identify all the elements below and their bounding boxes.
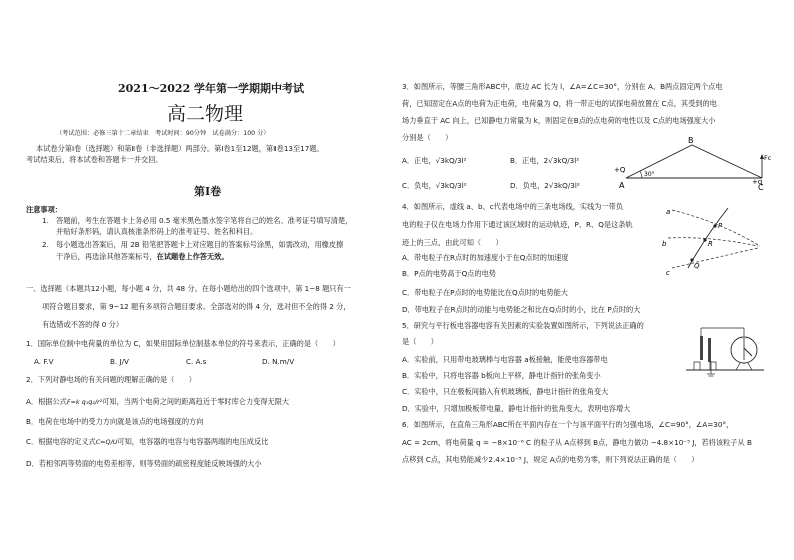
label-C: C (758, 183, 764, 192)
label-P: P (718, 222, 723, 230)
intro-line-1: 本试卷分第Ⅰ卷（选择题）和第Ⅱ卷（非选择题）两部分。第Ⅰ卷1至12题，第Ⅱ卷13至17题。 (36, 144, 324, 153)
q3-line-1: 3．如图所示，等腰三角形ABC中，底边 AC 长为 l，∠A=∠C=30°，分别在 A、B两点固定两个点电 (402, 82, 723, 91)
q2-option-d: D．若相邻两等势面的电势差相等，则等势面的疏密程度能反映场强的大小 (26, 459, 262, 468)
q5-option-a: A．实验前，只用带电玻璃棒与电容器 a板接触，能使电容器带电 (402, 355, 608, 364)
mc-instructions-line-1: 一、选择题（本题共12小题，每小题 4 分，共 48 分。在每小题给出的四个选项中，第 1~8 题只有一 (26, 284, 351, 293)
q2-option-a: A．根据公式F=k q₁q₂/r²可知，当两个电荷之间的距离趋近于零时库仑力变得无限大 (26, 397, 290, 406)
exam-scope: （考试范围：必修三第十二章结束 考试时间：90分钟 试卷满分：100 分） (56, 130, 270, 137)
label-b: b (662, 240, 667, 248)
q1-option-a: A. F.V (34, 357, 54, 366)
part1-title: 第Ⅰ卷 (194, 185, 222, 198)
q5-option-d: D．实验中，只增加极板带电量，静电计指针的张角变大，表明电容增大 (402, 404, 631, 413)
q4-option-a: A．带电粒子在R点时的加速度小于在Q点时的加速度 (402, 253, 569, 262)
label-Fc: Fc (764, 154, 772, 162)
q4-field-lines-figure (660, 202, 770, 278)
plate-a (700, 336, 703, 360)
q3-triangle-figure (614, 134, 770, 194)
q6-line-2: AC = 2cm，将电荷量 q = −8×10⁻⁶ C 的粒子从 A点移到 B点，静电力做功 −4.8×10⁻⁵ J，若将该粒子从 B (402, 438, 752, 447)
note-1-line-2: 并贴好条形码，请认真核准条形码上的准考证号、姓名和科目。 (56, 227, 258, 236)
q4-line-2: 电的粒子仅在电场力作用下通过该区域时的运动轨迹，P、R、Q是这条轨 (402, 220, 633, 229)
angle-arc (640, 171, 642, 178)
point-R (703, 238, 706, 241)
q3-line-3: 场力垂直于 AC 向上，已知静电力常量为 k，则固定在B点的点电荷的电性以及 C点的电场强度大小 (402, 116, 716, 125)
q3-option-d: D．负电，2√3kQ/3l² (510, 181, 580, 190)
mc-instructions-line-2: 项符合题目要求，第 9~12 题有多项符合题目要求。全部选对的得 4 分，选对但不全的得 2 分， (42, 302, 351, 311)
q6-line-1: 6．如图所示，在直角三角形ABC所在平面内存在一个与该平面平行的匀强电场，∠C=90°，∠A=30°， (402, 420, 734, 429)
q3-line-4: 分别是（ ） (402, 133, 453, 142)
label-c: c (666, 269, 670, 277)
label-A: A (619, 181, 625, 190)
q5-line-2: 是（ ） (402, 337, 438, 346)
subject-title: 高二物理 (167, 103, 244, 125)
label-R: R (708, 240, 713, 248)
intro-line-2: 考试结束后，将本试卷和答题卡一并交回。 (26, 155, 163, 164)
label-a: a (666, 208, 671, 216)
label-plus-Q: +Q (614, 166, 626, 174)
mc-instructions-line-3: 有选错或不答的得 0 分） (42, 320, 124, 329)
coulomb-formula: F=k q₁q₂/r² (66, 398, 103, 406)
electrometer-leg-left (736, 363, 740, 370)
q4-line-3: 迹上的三点，由此可知（ ） (402, 238, 503, 247)
field-line-c (672, 248, 758, 268)
field-line-a (672, 210, 760, 246)
q6-line-3: 点移到 C点，其电势能减少2.4×10⁻⁵ J，规定 A点的电势为零，则下列说法正确的是（ ） (402, 455, 699, 464)
notes-title: 注意事项： (26, 205, 62, 214)
q2-option-c: C．根据电容的定义式C=Q/U可知，电容器的电容与电容器两端的电压成反比 (26, 437, 269, 446)
q5-capacitor-figure (684, 322, 768, 380)
label-plus-q: +q (752, 178, 763, 186)
exam-title: 2021～2022 学年第一学期期中考试 (118, 82, 305, 95)
q3-option-c: C．负电，√3kQ/3l² (402, 181, 467, 190)
note-2-line-2: 干净后，再选涂其他答案标号，在试题卷上作答无效。 (56, 252, 229, 261)
point-P (713, 224, 716, 227)
q3-option-a: A．正电，√3kQ/3l² (402, 156, 467, 165)
q4-line-1: 4．如图所示，虚线 a、b、c代表电场中的三条电场线，实线为一带负 (402, 202, 624, 211)
q4-option-b: B．P点的电势高于Q点的电势 (402, 269, 496, 278)
q2-stem: 2．下列对静电场的有关问题的理解正确的是（ ） (26, 375, 196, 384)
note-2-emphasis: 在试题卷上作答无效。 (156, 252, 229, 261)
q3-line-2: 荷，已知固定在A点的电荷为正电荷，电荷量为 Q，将一带正电的试探电荷放置在 C点，其受到的电 (402, 99, 717, 108)
capacitance-formula: C=Q/U (95, 438, 118, 446)
plate-b (708, 338, 711, 362)
electrometer-leg-right (748, 363, 752, 370)
label-angle: 30° (644, 171, 655, 178)
q5-option-c: C．实验中，只在极板间插入有机玻璃板，静电计指针的张角变大 (402, 387, 609, 396)
electrometer-needle (744, 348, 752, 356)
label-B: B (688, 136, 694, 145)
q4-option-c: C．带电粒子在P点时的电势能比在Q点时的电势能大 (402, 288, 568, 297)
q1-option-b: B. J/V (110, 357, 129, 366)
q4-option-d: D．带电粒子在R点时的动能与电势能之和比在Q点时的小，比在 P点时的大 (402, 305, 641, 314)
insulating-stand-a (694, 362, 700, 370)
q1-option-d: D. N.m/V (262, 357, 295, 366)
q3-option-b: B．正电，2√3kQ/3l² (510, 156, 580, 165)
q2-option-b: B．电荷在电场中的受力方向就是该点的电场强度的方向 (26, 417, 204, 426)
q1-stem: 1．国际单位制中电荷量的单位为 C，如果用国际单位制基本单位的符号来表示，正确的是（ ） (26, 339, 340, 348)
q5-line-1: 5．研究与平行板电容器电容有关因素的实验装置如图所示，下列说法正确的 (402, 321, 644, 330)
note-2-line-1: 2. 每小题选出答案后，用 2B 铅笔把答题卡上对应题目的答案标号涂黑，如需改动，用橡皮擦 (42, 240, 344, 249)
note-1-line-1: 1. 答题前，考生在答题卡上务必用 0.5 毫米黑色墨水签字笔将自己的姓名、准考证号填写清楚， (42, 216, 353, 225)
q1-option-c: C. A.s (186, 357, 207, 366)
field-line-b (668, 238, 758, 246)
q5-option-b: B．实验中，只将电容器 b板向上平移，静电计指针的张角变小 (402, 371, 601, 380)
label-Q: Q (694, 262, 700, 270)
